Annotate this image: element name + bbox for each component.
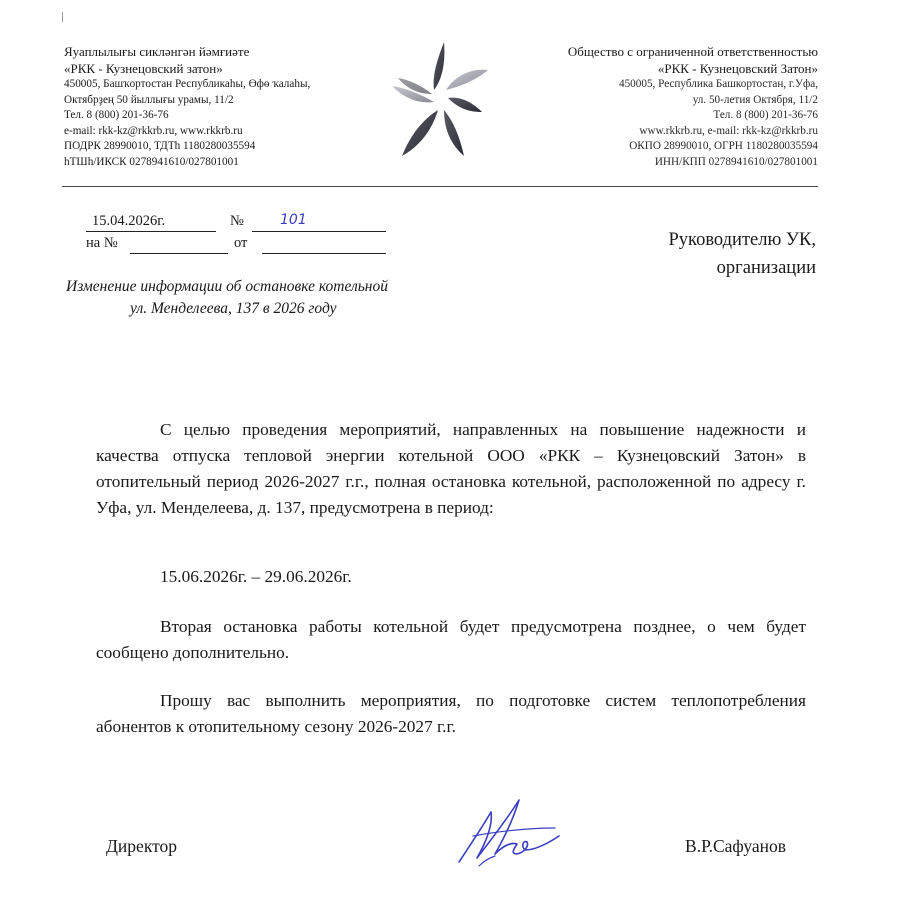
scan-edge-mark	[62, 12, 63, 22]
paragraph-purpose: С целью проведения мероприятий, направленных на повышение надежности и качества отпуска тепловой энергии котельной ООО «РКК – Кузнецовский Затон» в отопительный период 2026-2027 г.г., полная остановка котельной, расположенной по адресу г. Уфа, ул. Менделеева, д. 137, предусмотрена в период:	[96, 420, 806, 517]
org-name-russian: Общество с ограниченной ответственностью	[567, 44, 818, 59]
registration-block	[86, 214, 396, 258]
reply-number-underline	[130, 253, 228, 254]
letterhead-left	[64, 43, 384, 171]
phone: Тел. 8 (800) 201-36-76	[64, 109, 169, 122]
org-brand-bashkir: «РКК - Кузнецовский затон»	[64, 61, 223, 76]
signatory-name: В.Р.Сафуанов	[685, 836, 786, 856]
paragraph-shutdown-period: 15.06.2026г. – 29.06.2026г.	[160, 567, 352, 586]
registration-codes-1: ПОДРК 28990010, ТДТһ 1180280035594	[64, 140, 256, 153]
org-name-bashkir: Яуаплылығы сикләнгән йәмғиәте	[64, 44, 250, 59]
address-line-2: Октябрҙең 50 йыллығы урамы, 11/2	[64, 93, 234, 106]
outgoing-row	[86, 214, 396, 236]
number-label: №	[230, 213, 244, 229]
registration-codes-2: ИНН/КПП 0278941610/027801001	[654, 155, 818, 168]
phone: Тел. 8 (800) 201-36-76	[713, 109, 818, 122]
paragraph-request: Прошу вас выполнить мероприятия, по подготовке систем теплопотребления абонентов к отопительному сезону 2026-2027 г.г.	[96, 691, 806, 736]
reply-number-label: на №	[86, 235, 118, 251]
signatory-title: Директор	[106, 836, 178, 856]
subject-line-1: Изменение информации об остановке котельной	[66, 278, 388, 295]
outgoing-date: 15.04.2026г.	[92, 213, 166, 229]
outgoing-number: 101	[280, 212, 307, 228]
org-brand-russian: «РКК - Кузнецовский Затон»	[657, 61, 818, 76]
address-line-1: 450005, Башҡортостан Республикаһы, Өфө ҡалаһы,	[64, 78, 311, 90]
date-underline	[86, 231, 216, 232]
letterhead-right	[478, 43, 818, 171]
registration-codes-2: һТШһ/ИКСК 0278941610/027801001	[64, 155, 239, 168]
address-line-2: ул. 50-летия Октября, 11/2	[692, 93, 818, 106]
address-line-1: 450005, Республика Башкортостан, г.Уфа,	[618, 78, 818, 90]
number-underline	[252, 231, 386, 232]
email-web: www.rkkrb.ru, e-mail: rkk-kz@rkkrb.ru	[639, 124, 818, 137]
reply-date-label: от	[234, 235, 248, 251]
letter-subject	[66, 276, 388, 320]
addressee	[668, 226, 816, 282]
reply-date-underline	[262, 253, 386, 254]
reply-row	[86, 236, 396, 258]
email-web: e-mail: rkk-kz@rkkrb.ru, www.rkkrb.ru	[64, 124, 243, 137]
paragraph-second-shutdown: Вторая остановка работы котельной будет предусмотрена позднее, о чем будет сообщено дополнительно.	[96, 617, 806, 662]
addressee-line-2: организации	[716, 258, 816, 278]
handwritten-signature	[455, 792, 561, 870]
subject-line-2: ул. Менделеева, 137 в 2026 году	[130, 300, 337, 317]
registration-codes-1: ОКПО 28990010, ОГРН 1180280035594	[629, 140, 818, 153]
header-divider	[62, 186, 818, 187]
addressee-line-1: Руководителю УК,	[668, 230, 816, 250]
